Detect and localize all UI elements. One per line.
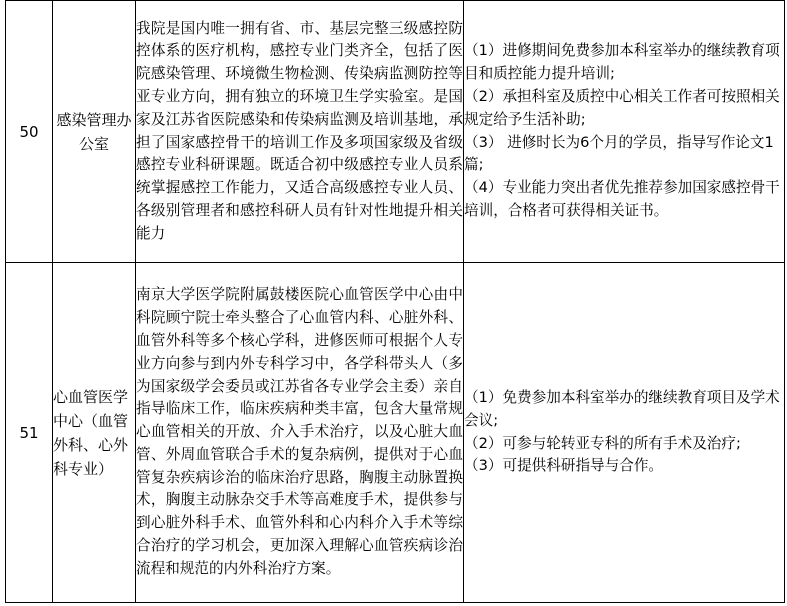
row-number: 51 xyxy=(6,263,53,603)
department-name: 心血管医学中心（血管外科、心外科专业） xyxy=(53,263,136,603)
benefits-cell xyxy=(464,1,785,263)
benefit-item: （1）免费参加本科室举办的继续教育项目及学术会议; xyxy=(464,388,780,429)
benefit-item: （2）承担科室及质控中心相关工作者可按照相关规定给予生活补助; xyxy=(464,87,780,128)
table-row xyxy=(6,263,785,603)
department-description: 我院是国内唯一拥有省、市、基层完整三级感控防控体系的医疗机构，感控专业门类齐全，包括了医院感染管理、环境微生物检测、传染病监测防控等亚专业方向，拥有独立的环境卫生学实验室。是国家及江苏省医院感染和传染病监测及培训基地，承担了国家感控骨干的培训工作及多项国家级及省级感控专业科研课题。既适合初中级感控专业人员系统掌握感控工作能力，又适合高级感控专业人员、各级别管理者和感控科研人员有针对性地提升相关能力 xyxy=(136,1,464,263)
benefit-item: （3）可提供科研指导与合作。 xyxy=(464,457,664,475)
row-number: 50 xyxy=(6,1,53,263)
department-name: 感染管理办公室 xyxy=(53,1,136,263)
training-table xyxy=(5,0,785,603)
benefit-item: （4）专业能力突出者优先推荐参加国家感控骨干培训，合格者可获得相关证书。 xyxy=(464,179,780,219)
benefit-item: （2）可参与轮转亚专科的所有手术及治疗; xyxy=(464,434,741,452)
table-row xyxy=(6,1,785,263)
benefit-item: （1）进修期间免费参加本科室举办的继续教育项目和质控能力提升培训; xyxy=(464,42,780,83)
benefits-cell xyxy=(464,263,785,603)
benefit-item: （3） 进修时长为6个月的学员，指导写作论文1篇; xyxy=(464,133,774,174)
department-description: 南京大学医学院附属鼓楼医院心血管医学中心由中科院顾宁院士牵头整合了心血管内科、心脏外科、血管外科等多个核心学科，进修医师可根据个人专业方向参与到内外专科学习中，各学科带头人（多为国家级学会委员或江苏省各专业学会主委）亲自指导临床工作，临床疾病种类丰富，包含大量常规心血管相关的开放、介入手术治疗，以及心脏大血管、外周血管联合手术的复杂病例，提供对于心血管复杂疾病诊治的临床治疗思路，胸腹主动脉置换术，胸腹主动脉杂交手术等高难度手术，提供参与到心脏外科手术、血管外科和心内科介入手术等综合治疗的学习机会，更加深入理解心血管疾病诊治流程和规范的内外科治疗方案。 xyxy=(136,263,464,603)
